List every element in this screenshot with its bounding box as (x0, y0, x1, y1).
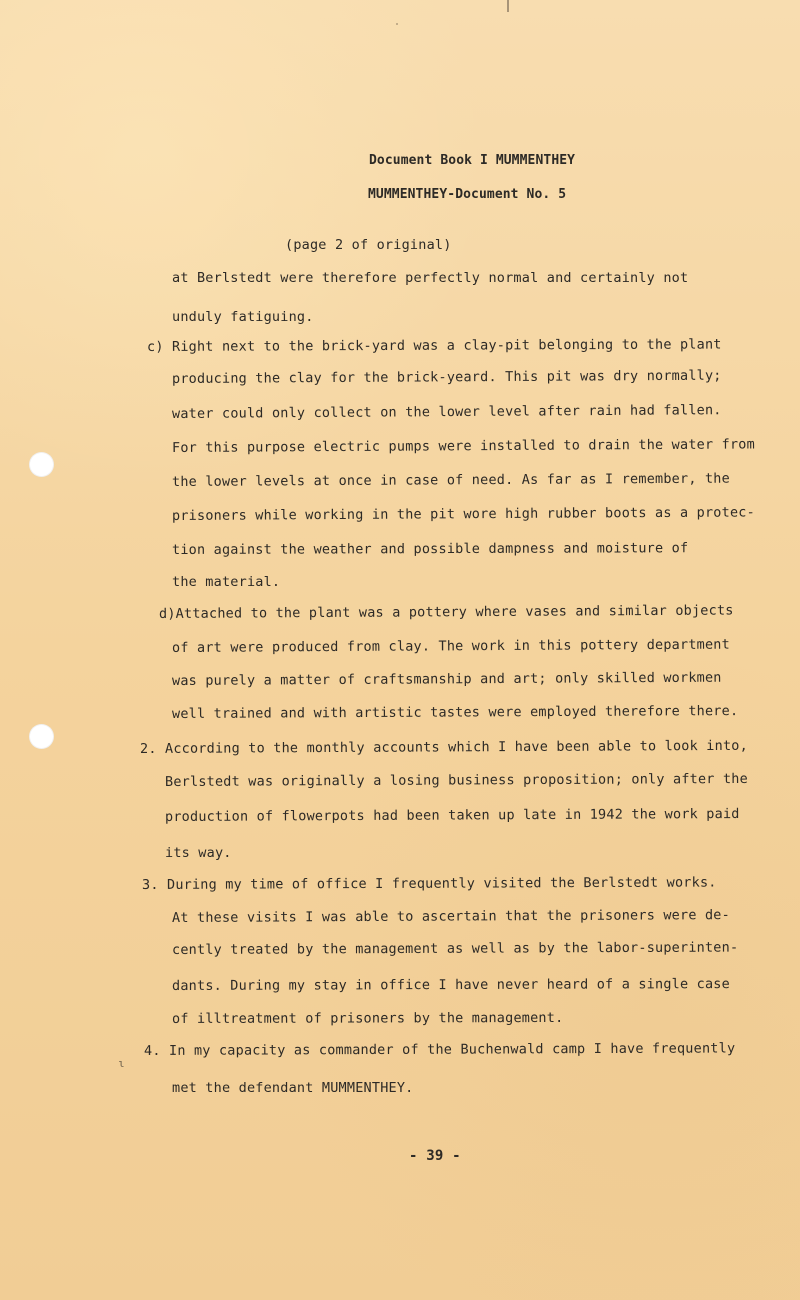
text-line-25: met the defendant MUMMENTHEY. (172, 1080, 414, 1096)
page-number: - 39 - (409, 1148, 461, 1164)
text-line-2: unduly fatiguing. (172, 309, 314, 325)
text-line-18: its way. (165, 845, 232, 861)
text-line-5: water could only collect on the lower level after rain had fallen. (171, 402, 722, 422)
text-line-4: producing the clay for the brick-yeard. This pit was dry normally; (171, 367, 722, 387)
text-line-10: the material. (172, 574, 281, 590)
text-line-23: of illtreatment of prisoners by the management. (171, 1009, 564, 1027)
punch-hole-bottom (29, 724, 54, 749)
text-line-20: At these visits I was able to ascertain that the prisoners were de- (171, 907, 730, 926)
text-line-16: Berlstedt was originally a losing business proposition; only after the (164, 770, 748, 790)
margin-mark: ɩ (118, 1057, 125, 1070)
text-line-19: 3. During my time of office I frequently visited the Berlstedt works. (141, 874, 717, 893)
text-line-24: 4. In my capacity as commander of the Buchenwald camp I have frequently (143, 1040, 736, 1059)
text-line-7: the lower levels at once in case of need. As far as I remember, the (171, 470, 731, 490)
text-line-9: tion against the weather and possible dampness and moisture of (171, 540, 689, 558)
punch-hole-top (29, 452, 54, 477)
text-line-11: d)Attached to the plant was a pottery where vases and similar objects (158, 602, 734, 622)
document-number-header: MUMMENTHEY-Document No. 5 (368, 187, 567, 202)
text-line-21: cently treated by the management as well as by the labor-superinten- (171, 939, 739, 958)
text-line-12: of art were produced from clay. The work in this pottery department (171, 636, 731, 656)
paper-speck (396, 23, 398, 25)
text-line-8: prisoners while working in the pit wore high rubber boots as a protec- (171, 504, 755, 524)
text-line-13: was purely a matter of craftsmanship and art; only skilled workmen (171, 669, 722, 689)
text-line-14: well trained and with artistic tastes were employed therefore there. (171, 703, 739, 722)
text-line-6: For this purpose electric pumps were installed to drain the water from (171, 436, 755, 456)
text-line-17: production of flowerpots had been taken up late in 1942 the work paid (164, 805, 740, 825)
document-book-header: Document Book I MUMMENTHEY (369, 153, 576, 168)
paper-mark-top (507, 0, 509, 12)
original-page-reference: (page 2 of original) (285, 237, 452, 253)
text-line-1: at Berlstedt were therefore perfectly normal and certainly not (172, 270, 689, 286)
text-line-15: 2. According to the monthly accounts which I have been able to look into, (139, 737, 748, 757)
text-line-3: c) Right next to the brick-yard was a clay-pit belonging to the plant (146, 336, 722, 355)
text-line-22: dants. During my stay in office I have never heard of a single case (171, 976, 730, 994)
